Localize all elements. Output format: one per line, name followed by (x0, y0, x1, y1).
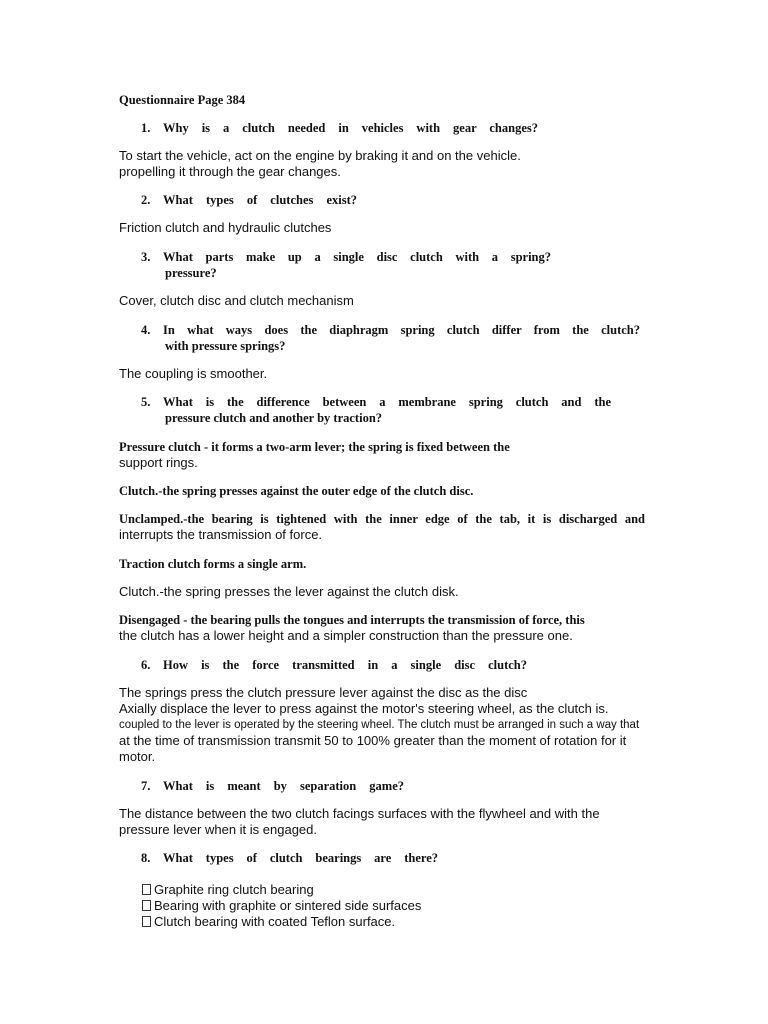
question-3-continuation: pressure? (165, 266, 217, 280)
question-text: What types of clutches exist? (163, 193, 357, 207)
question-number: 7. (141, 779, 151, 793)
answer-5-disengaged: Disengaged - the bearing pulls the tongues and interrupts the transmission of force, this (119, 613, 585, 627)
question-text: What types of clutch bearings are there? (163, 851, 438, 865)
question-6 (141, 657, 527, 673)
question-number: 3. (141, 250, 151, 264)
question-number: 4. (141, 323, 151, 337)
question-5-continuation: pressure clutch and another by traction? (165, 411, 383, 425)
answer-5-unclamped-cont: interrupts the transmission of force. (119, 527, 323, 542)
question-text: In what ways does the diaphragm spring clutch differ from the clutch? (163, 323, 640, 337)
answer-3-line-1: Cover, clutch disc and clutch mechanism (119, 293, 354, 308)
question-7 (141, 778, 404, 794)
answer-6-line-1: The springs press the clutch pressure lever against the disc as the disc (119, 685, 528, 700)
answer-4-line-1: The coupling is smoother. (119, 366, 268, 381)
question-number: 1. (141, 121, 151, 135)
question-4-continuation: with pressure springs? (165, 339, 286, 353)
list-item (142, 914, 395, 930)
list-item-label: Clutch bearing with coated Teflon surface. (154, 914, 396, 929)
list-item (142, 882, 314, 898)
answer-7-line-2: pressure lever when it is engaged. (119, 822, 318, 837)
answer-5-pressure-clutch-cont: support rings. (119, 455, 198, 470)
question-text: Why is a clutch needed in vehicles with gear changes? (163, 121, 538, 135)
answer-5-disengaged-cont: the clutch has a lower height and a simpler construction than the pressure one. (119, 628, 573, 643)
question-number: 5. (141, 395, 151, 409)
list-item-label: Graphite ring clutch bearing (154, 882, 314, 897)
answer-6-line-5: motor. (119, 749, 156, 764)
question-8 (141, 850, 438, 866)
question-number: 2. (141, 193, 151, 207)
list-item (142, 898, 421, 914)
question-number: 8. (141, 851, 151, 865)
answer-5-pressure-clutch: Pressure clutch - it forms a two-arm lever; the spring is fixed between the (119, 440, 510, 454)
answer-7-line-1: The distance between the two clutch facings surfaces with the flywheel and with the (119, 806, 600, 821)
answer-1-line-1: To start the vehicle, act on the engine by braking it and on the vehicle. (119, 148, 521, 163)
answer-5-traction-clutch: Traction clutch forms a single arm. (119, 557, 307, 571)
question-1 (141, 120, 538, 136)
answer-2-line-1: Friction clutch and hydraulic clutches (119, 220, 332, 235)
answer-1-line-2: propelling it through the gear changes. (119, 164, 341, 179)
question-number: 6. (141, 658, 151, 672)
answer-6-line-4: at the time of transmission transmit 50 to 100% greater than the moment of rotation for it (119, 733, 627, 748)
answer-5-clutch-lever: Clutch.-the spring presses the lever against the clutch disk. (119, 584, 459, 599)
question-3 (141, 249, 551, 265)
checkbox-glyph-icon (142, 884, 151, 895)
page-title: Questionnaire Page 384 (119, 93, 246, 107)
question-5 (141, 394, 611, 410)
question-text: How is the force transmitted in a single disc clutch? (163, 658, 527, 672)
answer-6-line-3: coupled to the lever is operated by the steering wheel. The clutch must be arranged in such a way that (119, 719, 640, 731)
checkbox-glyph-icon (142, 900, 151, 911)
answer-5-clutch-spring: Clutch.-the spring presses against the outer edge of the clutch disc. (119, 484, 474, 498)
list-item-label: Bearing with graphite or sintered side surfaces (154, 898, 422, 913)
question-4 (141, 322, 640, 338)
answer-5-unclamped: Unclamped.-the bearing is tightened with the inner edge of the tab, it is discharged and (119, 512, 645, 526)
answer-6-line-2: Axially displace the lever to press against the motor's steering wheel, as the clutch is. (119, 701, 609, 716)
question-2 (141, 192, 357, 208)
checkbox-glyph-icon (142, 916, 151, 927)
question-text: What parts make up a single disc clutch with a spring? (163, 250, 551, 264)
question-text: What is meant by separation game? (163, 779, 404, 793)
question-text: What is the difference between a membrane spring clutch and the (163, 395, 611, 409)
